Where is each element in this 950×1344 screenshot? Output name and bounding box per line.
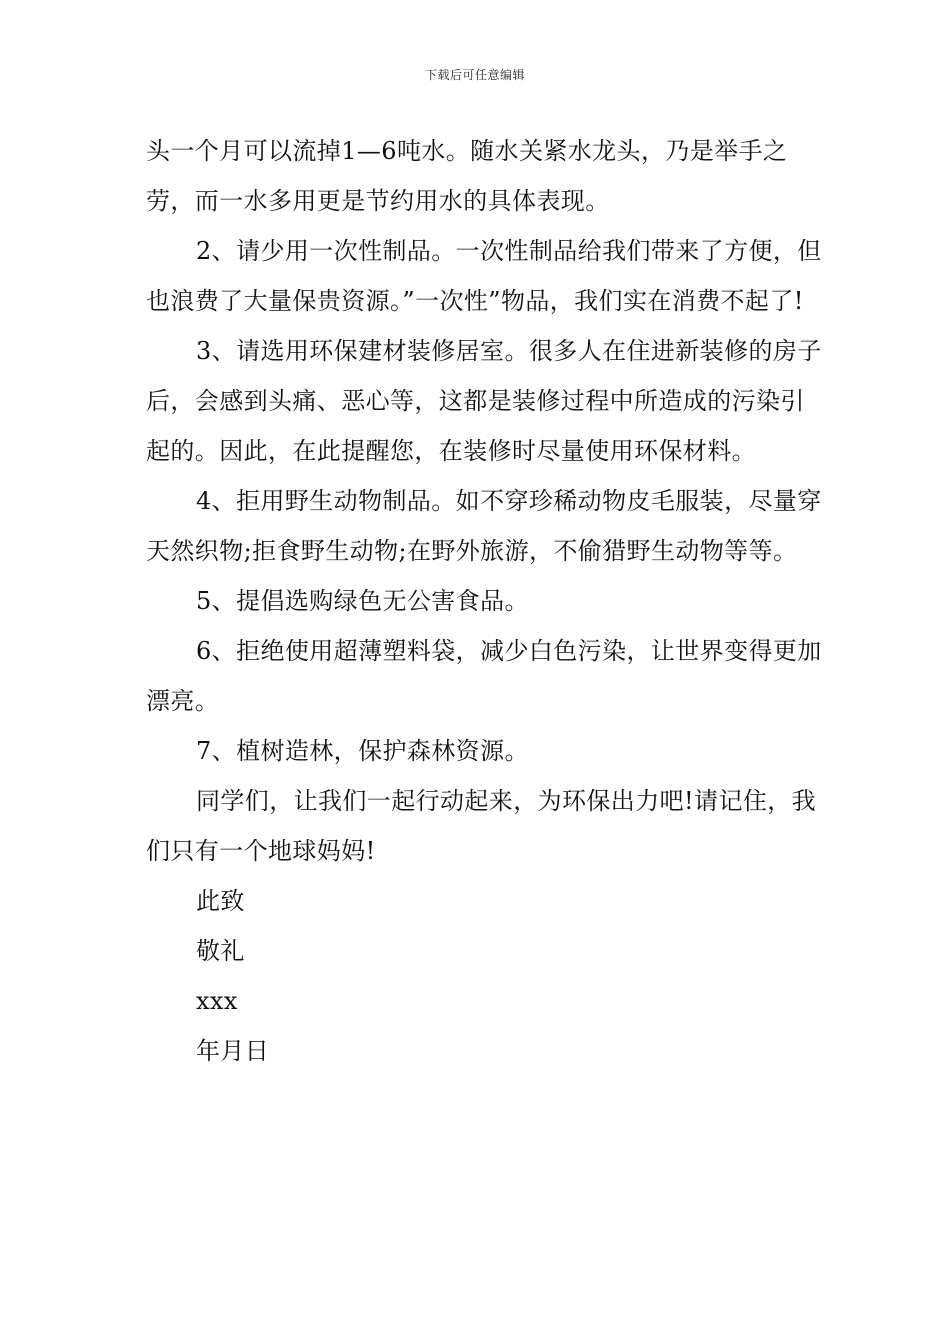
closing-salutation-2: 敬礼 — [196, 937, 245, 965]
paragraph-item-7: 7、植树造林，保护森林资源。 — [196, 737, 529, 765]
paragraph-item-6: 6、拒绝使用超薄塑料袋，减少白色污染，让世界变得更加漂亮。 — [146, 637, 822, 715]
header-note: 下载后可任意编辑 — [424, 68, 525, 82]
paragraph-item-5: 5、提倡选购绿色无公害食品。 — [196, 587, 529, 615]
closing-signature: xxx — [196, 987, 238, 1015]
closing-salutation-1: 此致 — [196, 887, 245, 915]
closing-date: 年月日 — [196, 1037, 270, 1065]
document-body — [146, 126, 828, 1076]
paragraph-item-3: 3、请选用环保建材装修居室。很多人在住进新装修的房子后，会感到头痛、恶心等，这都是装修过程中所造成的污染引起的。因此，在此提醒您，在装修时尽量使用环保材料。 — [146, 337, 822, 465]
paragraph-continuation: 头一个月可以流掉1—6吨水。随水关紧水龙头，乃是举手之劳，而一水多用更是节约用水的具体表现。 — [146, 137, 788, 215]
paragraph-appeal: 同学们，让我们一起行动起来，为环保出力吧!请记住，我们只有一个地球妈妈! — [146, 787, 817, 865]
paragraph-item-4: 4、拒用野生动物制品。如不穿珍稀动物皮毛服装，尽量穿天然织物;拒食野生动物;在野外旅游，不偷猎野生动物等等。 — [146, 487, 822, 565]
paragraph-item-2: 2、请少用一次性制品。一次性制品给我们带来了方便，但也浪费了大量保贵资源。”一次性”物品，我们实在消费不起了! — [146, 237, 822, 315]
